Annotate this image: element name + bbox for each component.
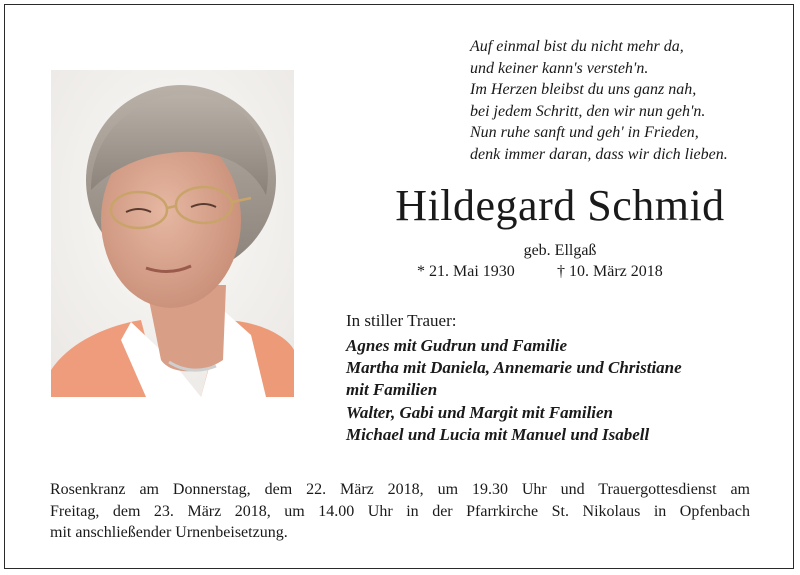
service-line: Rosenkranz am Donnerstag, dem 22. März 2018, um 19.30 Uhr und Trauergottesdienst am <box>50 481 750 498</box>
deceased-name: Hildegard Schmid <box>395 181 725 230</box>
death-date: † 10. März 2018 <box>557 263 663 280</box>
mourner-line: Agnes mit Gudrun und Familie <box>346 336 568 355</box>
poem-line: denk immer daran, dass wir dich lieben. <box>470 145 728 163</box>
poem-line: Auf einmal bist du nicht mehr da, <box>470 38 684 55</box>
memorial-poem <box>470 36 790 166</box>
mourner-line: Walter, Gabi und Margit mit Familien <box>346 402 614 422</box>
mourner-line: mit Familien <box>346 380 438 400</box>
mourner-line: Michael und Lucia mit Manuel und Isabell <box>346 424 650 444</box>
poem-line: bei jedem Schritt, den wir nun geh'n. <box>470 102 706 120</box>
birth-date: * 21. Mai 1930 <box>417 263 515 280</box>
service-line: Freitag, dem 23. März 2018, um 14.00 Uhr in der Pfarrkirche St. Nikolaus in Opfenbach <box>50 502 750 520</box>
mourning-intro: In stiller Trauer: <box>346 311 457 330</box>
poem-line: Nun ruhe sanft und geh' in Frieden, <box>470 124 699 142</box>
maiden-name: geb. Ellgaß <box>523 242 597 259</box>
portrait-photo <box>51 70 294 397</box>
service-line: mit anschließender Urnenbeisetzung. <box>50 524 288 541</box>
poem-line: Im Herzen bleibst du uns ganz nah, <box>470 81 697 99</box>
mourners-list <box>346 335 776 446</box>
poem-line: und keiner kann's versteh'n. <box>470 59 649 77</box>
service-announcement <box>50 479 750 544</box>
mourner-line: Martha mit Daniela, Annemarie und Christiane <box>346 358 682 378</box>
